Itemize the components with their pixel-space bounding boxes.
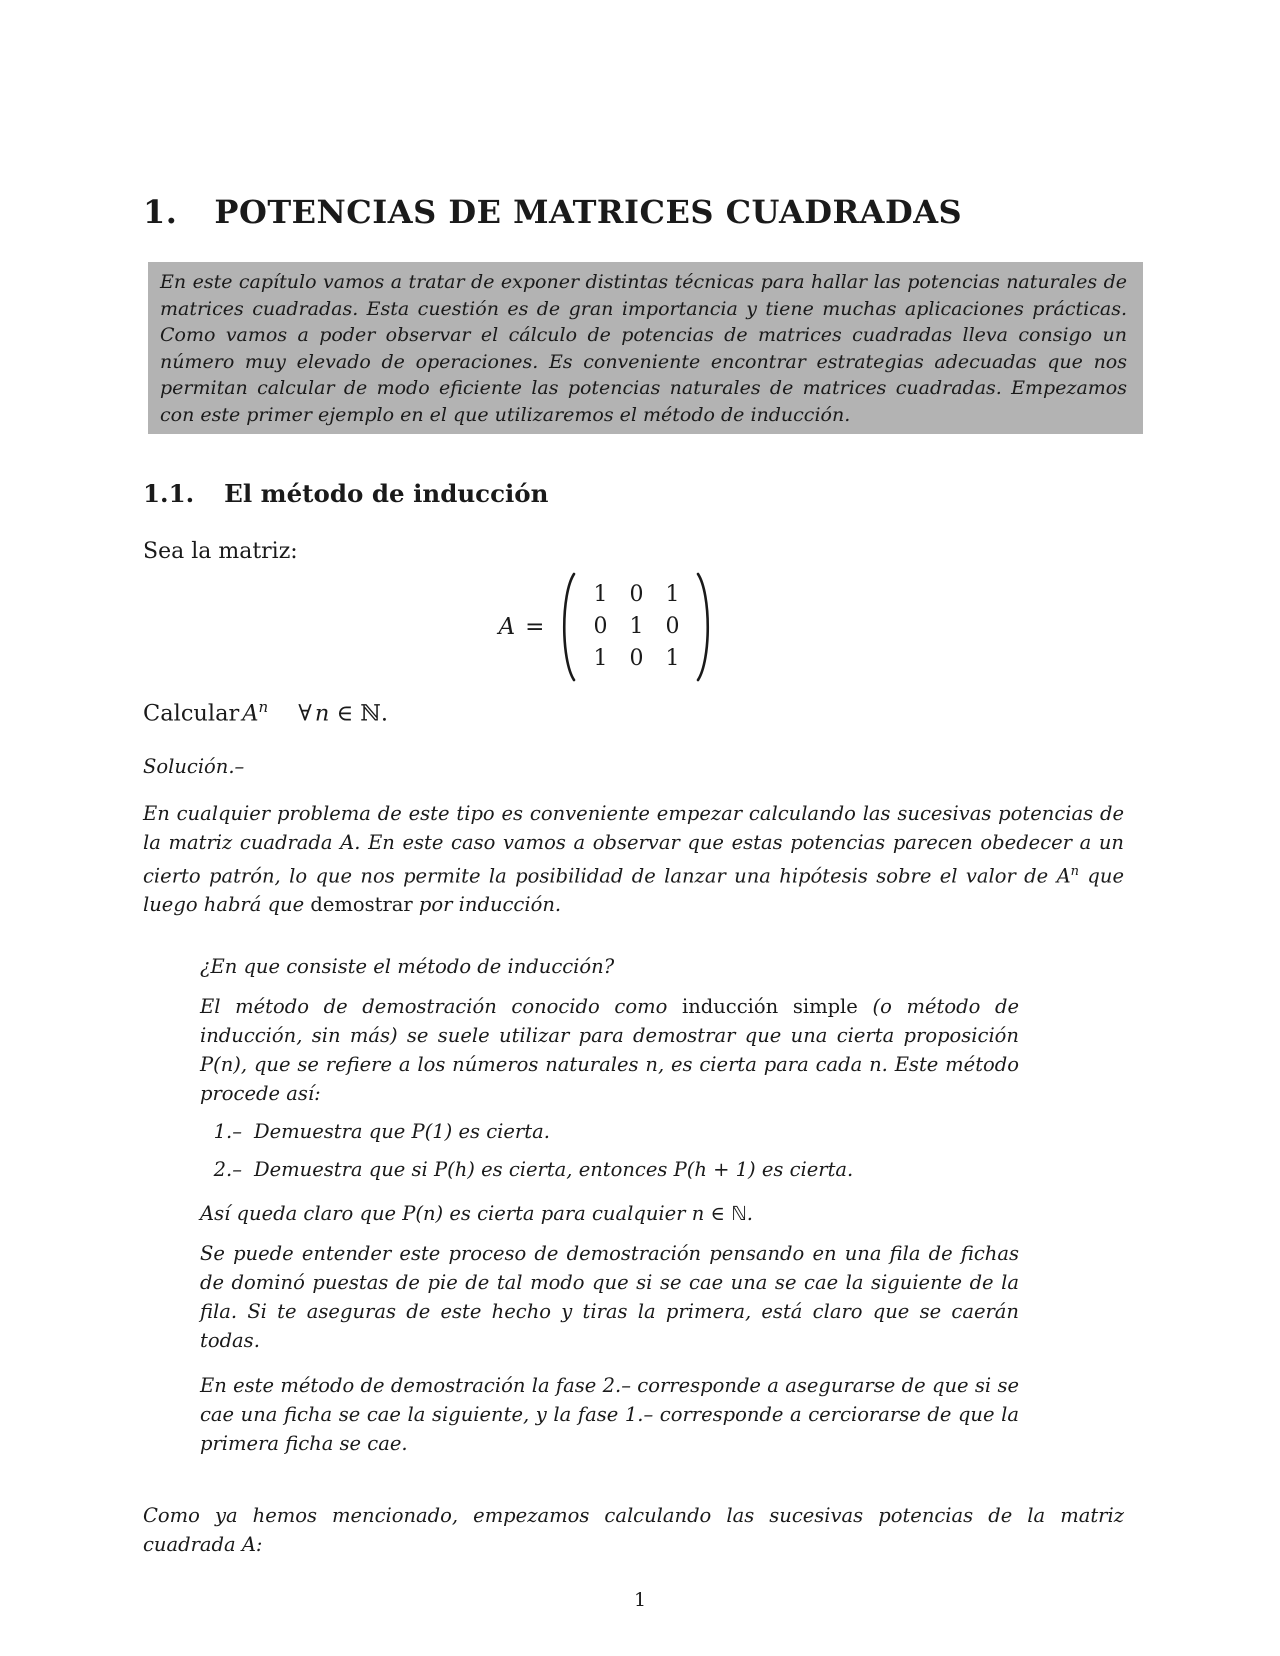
emphasis-induccion-simple: inducción simple: [681, 995, 858, 1018]
exponent: n: [258, 698, 269, 716]
emphasis-demostrar: demostrar: [310, 893, 413, 916]
matrix-cell: 1: [629, 614, 644, 639]
closing-paragraph: Como ya hemos mencionado, empezamos calculando las sucesivas potencias de la matriz cuadrada A:: [143, 1504, 1124, 1556]
calcular-line: [143, 698, 1124, 727]
matrix: [556, 571, 716, 683]
section-number: 1.: [143, 193, 178, 231]
induction-steps-list: [200, 1117, 1019, 1184]
matrix-cell: 0: [665, 614, 680, 639]
matrix-cell: 1: [593, 646, 608, 671]
step-text: Demuestra que si P(h) es cierta, entonces P(h + 1) es cierta.: [254, 1158, 854, 1181]
list-item: [200, 1155, 1019, 1184]
step-number: 2.–: [213, 1158, 242, 1181]
matrix-cell: 1: [665, 582, 680, 607]
variable-n: n: [314, 700, 330, 727]
forall-symbol: ∀: [298, 700, 312, 727]
matrix-cells: [582, 579, 690, 675]
page-number: 1: [633, 1589, 647, 1611]
subsection-number: 1.1.: [143, 479, 195, 508]
subsection-title-text: El método de inducción: [224, 479, 549, 508]
text-column: [143, 193, 1127, 1559]
sea-la-matriz-line: Sea la matriz:: [143, 539, 298, 564]
section-heading: [143, 193, 1124, 231]
induction-method-paragraph: [200, 992, 1019, 1108]
right-parenthesis: [695, 571, 716, 683]
solution-paragraph: [143, 799, 1124, 920]
solution-text: En cualquier problema de este tipo es conveniente empezar calculando las sucesivas potencias de la matriz cuadrada A. En este caso vamos a observar que estas potencias parecen obedecer a un cierto patrón, lo que nos permite la posibilidad de lanzar una hipótesis sobre el valor de: [143, 801, 1124, 887]
matrix-cell: 0: [629, 582, 644, 607]
matrix-cell: 1: [593, 582, 608, 607]
equals-sign: =: [525, 614, 545, 640]
matrix-symbol: A: [1056, 864, 1071, 887]
left-parenthesis: [556, 571, 577, 683]
induction-question: ¿En que consiste el método de inducción?: [200, 955, 615, 978]
solution-text: por inducción.: [412, 893, 562, 916]
method-text: (o método de inducción, sin más) se suele utilizar para demostrar que una cierta proposición P(n), que se refiere a los números naturales n, es cierta para cada n. Este método procede así:: [200, 995, 1019, 1105]
membership-text: ∈ ℕ.: [336, 700, 388, 727]
list-item: [200, 1117, 1019, 1146]
calcular-word: Calcular: [143, 700, 240, 727]
step-text: Demuestra que P(1) es cierta.: [254, 1120, 550, 1143]
matrix-cell: 0: [629, 646, 644, 671]
induction-conclusion: Así queda claro que P(n) es cierta para cualquier n ∈ ℕ.: [200, 1202, 753, 1225]
matrix-name: A: [498, 614, 516, 640]
phases-paragraph: En este método de demostración la fase 2.– corresponde a asegurarse de que si se cae una ficha se cae la siguiente, y la fase 1.– corresponde a cerciorarse de que la primera ficha se cae.: [200, 1374, 1019, 1455]
step-number: 1.–: [213, 1120, 242, 1143]
subsection-heading: [143, 479, 1124, 508]
method-text: El método de demostración conocido como: [200, 995, 682, 1018]
matrix-cell: 0: [593, 614, 608, 639]
matrix-symbol: A: [242, 700, 259, 727]
abstract-highlight-box: [148, 262, 1143, 434]
abstract-text: En este capítulo vamos a tratar de exponer distintas técnicas para hallar las potencias naturales de matrices cuadradas. Esta cuestión es de gran importancia y tiene muchas aplicaciones prácticas. Como vamos a poder observar el cálculo de potencias de matrices cuadradas lleva consigo un número muy elevado de operaciones. Es conveniente encontrar estrategias adecuadas que nos permitan calcular de modo eficiente las potencias naturales de matrices cuadradas. Empezamos con este primer ejemplo en el que utilizaremos el método de inducción.: [160, 271, 1127, 426]
solution-text: que luego habrá que: [143, 864, 1124, 916]
solucion-label: Solución.–: [143, 754, 245, 778]
matrix-cell: 1: [665, 646, 680, 671]
exponent: n: [1070, 863, 1080, 879]
domino-analogy-paragraph: Se puede entender este proceso de demostración pensando en una fila de fichas de dominó puestas de pie de tal modo que si se cae una se cae la siguiente de la fila. Si te aseguras de este hecho y tiras la primera, está claro que se caerán todas.: [200, 1242, 1019, 1352]
matrix-equation: [117, 569, 1098, 685]
section-title-text: POTENCIAS DE MATRICES CUADRADAS: [214, 193, 963, 231]
induction-explanation-block: [200, 952, 1019, 1458]
